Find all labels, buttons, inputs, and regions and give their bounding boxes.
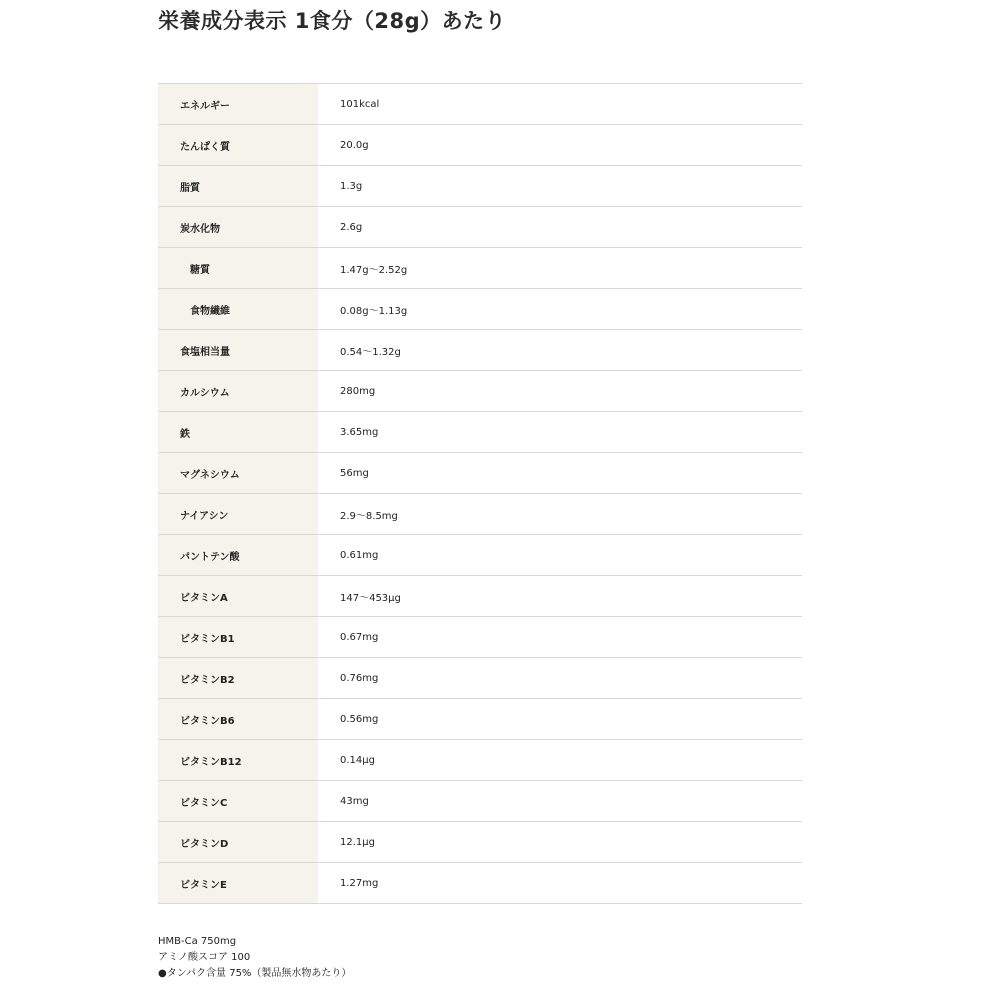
row-label: ビタミンE	[158, 863, 318, 903]
row-value: 0.14μg	[318, 740, 802, 780]
row-label: 糖質	[158, 248, 318, 288]
note-protein-content: ●タンパク含量 75%（製品無水物あたり）	[158, 968, 352, 979]
row-value: 1.47g～2.52g	[318, 248, 802, 288]
table-row-vitamin-b6	[158, 699, 802, 740]
row-label: 炭水化物	[158, 207, 318, 247]
row-label: ビタミンB12	[158, 740, 318, 780]
table-row-niacin	[158, 494, 802, 535]
table-row-energy	[158, 84, 802, 125]
row-value: 0.61mg	[318, 535, 802, 575]
table-row-pantothenic-acid	[158, 535, 802, 576]
table-row-vitamin-d	[158, 822, 802, 863]
row-label: 鉄	[158, 412, 318, 452]
row-label: ビタミンB1	[158, 617, 318, 657]
row-value: 2.6g	[318, 207, 802, 247]
row-value: 3.65mg	[318, 412, 802, 452]
nutrition-table	[158, 83, 802, 904]
row-value: 0.54～1.32g	[318, 330, 802, 370]
table-row-vitamin-c	[158, 781, 802, 822]
row-label: ビタミンD	[158, 822, 318, 862]
row-label: マグネシウム	[158, 453, 318, 493]
row-value: 0.08g～1.13g	[318, 289, 802, 329]
page-title: 栄養成分表示 1食分（28g）あたり	[158, 9, 507, 33]
row-value: 280mg	[318, 371, 802, 411]
note-hmb: HMB-Ca 750mg	[158, 936, 237, 947]
row-label: ビタミンB6	[158, 699, 318, 739]
table-row-carbohydrate	[158, 207, 802, 248]
table-row-magnesium	[158, 453, 802, 494]
table-row-vitamin-b1	[158, 617, 802, 658]
row-label: ビタミンC	[158, 781, 318, 821]
row-label: ナイアシン	[158, 494, 318, 534]
row-value: 147～453μg	[318, 576, 802, 616]
row-label: たんぱく質	[158, 125, 318, 165]
row-value: 0.56mg	[318, 699, 802, 739]
row-value: 12.1μg	[318, 822, 802, 862]
table-row-vitamin-b2	[158, 658, 802, 699]
row-value: 101kcal	[318, 84, 802, 124]
row-label: ビタミンB2	[158, 658, 318, 698]
row-value: 0.76mg	[318, 658, 802, 698]
table-row-salt	[158, 330, 802, 371]
row-value: 20.0g	[318, 125, 802, 165]
row-label: パントテン酸	[158, 535, 318, 575]
row-value: 43mg	[318, 781, 802, 821]
row-label: カルシウム	[158, 371, 318, 411]
table-row-sugar	[158, 248, 802, 289]
footnotes	[158, 934, 351, 982]
table-row-vitamin-a	[158, 576, 802, 617]
row-value: 56mg	[318, 453, 802, 493]
row-value: 2.9～8.5mg	[318, 494, 802, 534]
table-row-calcium	[158, 371, 802, 412]
table-row-vitamin-b12	[158, 740, 802, 781]
table-row-fat	[158, 166, 802, 207]
row-value: 0.67mg	[318, 617, 802, 657]
table-row-protein	[158, 125, 802, 166]
row-label: エネルギー	[158, 84, 318, 124]
row-label: 食塩相当量	[158, 330, 318, 370]
row-label: 食物繊維	[158, 289, 318, 329]
note-amino-score: アミノ酸スコア 100	[158, 952, 251, 963]
row-label: ビタミンA	[158, 576, 318, 616]
table-row-iron	[158, 412, 802, 453]
table-row-vitamin-e	[158, 863, 802, 904]
row-value: 1.27mg	[318, 863, 802, 903]
row-value: 1.3g	[318, 166, 802, 206]
table-row-dietary-fiber	[158, 289, 802, 330]
row-label: 脂質	[158, 166, 318, 206]
